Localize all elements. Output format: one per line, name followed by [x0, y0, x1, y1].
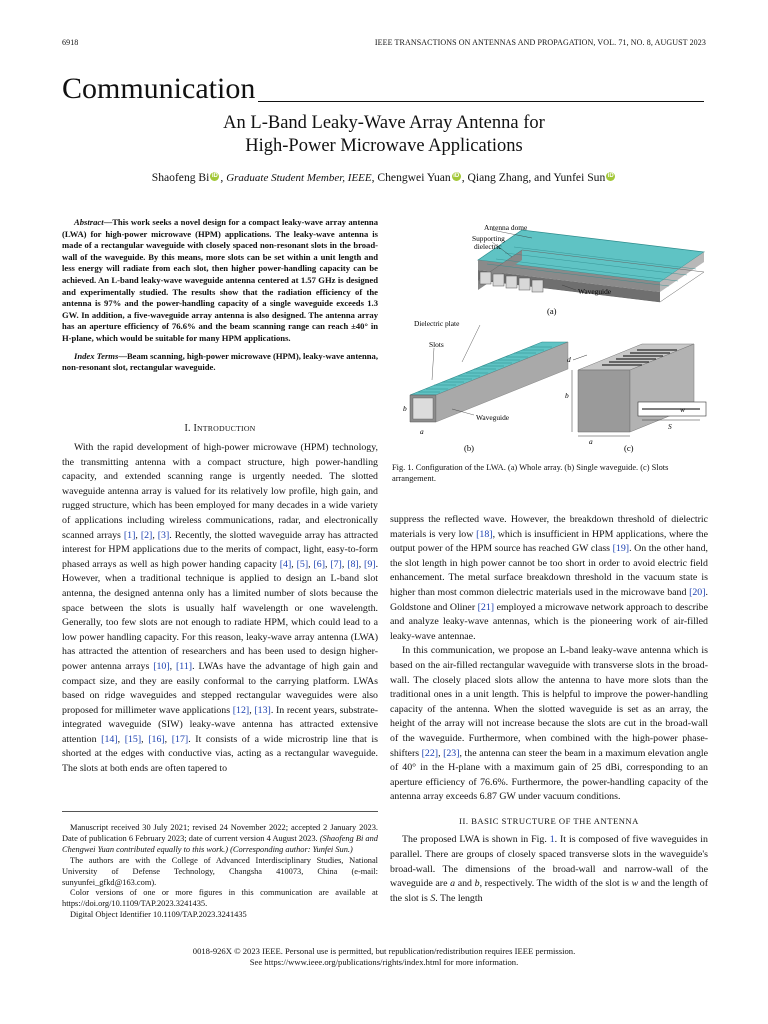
citation-link[interactable]: [21]	[477, 601, 495, 613]
footnote-affiliation: The authors are with the College of Advanced Interdisciplinary Studies, National University of Defense Technology, Changsha 410073, China (e-mail: sunyunfei_gfkd@163.com).	[62, 855, 378, 887]
right-column-body	[390, 513, 708, 906]
label-a-dim-c: a	[589, 437, 593, 446]
label-b-dim-c: b	[565, 391, 569, 400]
label-a-dim-b: a	[420, 427, 424, 436]
label-dielectric: dielectric	[474, 242, 502, 251]
citation-link[interactable]: [23]	[443, 747, 460, 759]
figure-1c-slots-arrangement	[565, 344, 706, 453]
section-title-cap: I	[193, 423, 197, 434]
subfigure-label-c: (c)	[624, 443, 634, 453]
figure-caption: Fig. 1. Configuration of the LWA. (a) Whole array. (b) Single waveguide. (c) Slots arrangement.	[392, 463, 669, 483]
citation-link[interactable]: [9]	[364, 558, 376, 570]
footnote-rule	[62, 811, 378, 812]
label-supporting: Supporting	[472, 234, 505, 243]
label-b-dim-b: b	[403, 404, 407, 413]
citation-link[interactable]: [5]	[296, 558, 309, 570]
citation-link[interactable]: [10]	[153, 660, 170, 672]
running-header: IEEE TRANSACTIONS ON ANTENNAS AND PROPAGATION, VOL. 71, NO. 8, AUGUST 2023	[374, 38, 706, 47]
label-d: d	[567, 355, 571, 364]
author-name: Shaofeng Bi	[151, 171, 210, 184]
author-name: Chengwei Yuan	[377, 171, 451, 184]
author-role: Graduate Student Member, IEEE	[226, 172, 372, 184]
citation-link[interactable]: [20]	[689, 586, 706, 598]
author-name: Qiang Zhang	[467, 171, 529, 184]
citation-link[interactable]: [3]	[157, 529, 170, 541]
citation-link[interactable]: [4]	[279, 558, 292, 570]
label-slots: Slots	[429, 340, 444, 349]
section-heading-basic-structure: II. BASIC STRUCTURE OF THE ANTENNA	[459, 815, 639, 826]
footnote-color: Color versions of one or more figures in this communication are available at https://doi.org/10.1109/TAP.2023.3241435.	[62, 888, 378, 909]
section-type-heading: Communication	[62, 72, 256, 105]
citation-link[interactable]: [14]	[101, 733, 118, 745]
abstract: Abstract—This work seeks a novel design for a compact leaky-wave array antenna (LWA) for high-power microwave (HPM) applications. The leaky-wave antenna is made of a rectangular waveguide with closely spaced non-resonant slots in the broad-wall of the waveguide. By this means, more slots can be set within a unit length and less energy will radiate from each slot, then higher power-handling capacity can be achieved. An L-band leaky-wave waveguide antenna centered at 1.57 GHz is designed and experimentally studied. The results show that the radiation efficiency of the antenna is 97% and the power-handling capacity of a single waveguide exceeds 1.3 GW. In addition, a five-waveguide array antenna is also designed. The antenna array has an aperture efficiency of 76.6% and the beam scanning range can reach ±40° in H-plane, which would be suitable for many HPM applications.	[62, 217, 378, 343]
index-terms: Index Terms—Beam scanning, high-power microwave (HPM), leaky-wave antenna, non-resonant slot, rectangular waveguide.	[62, 350, 378, 373]
citation-link[interactable]: [11]	[176, 660, 193, 672]
label-waveguide-a: Waveguide	[578, 287, 612, 296]
title-line-2: High-Power Microwave Applications	[245, 136, 523, 156]
figure-1	[392, 212, 708, 460]
subfigure-label-b: (b)	[464, 443, 475, 453]
author-list: Shaofeng Bi iD , Graduate Student Member, IEEE, Chengwei Yuan iD , Qiang Zhang, and Yunfei Sun iD	[151, 171, 614, 184]
footer-line-1: 0018-926X © 2023 IEEE. Personal use is permitted, but republication/redistribution requires IEEE permission.	[192, 946, 576, 956]
citation-link[interactable]: [2]	[140, 529, 153, 541]
figure-1a-whole-array	[472, 223, 704, 316]
abstract-block	[62, 217, 378, 380]
paragraph: suppress the reflected wave. However, the breakdown threshold of dielectric materials is very low [18], which is insufficient in HPM applications, where the output power of the HPM source has reached GW class [19]. On the other hand, the slot length in high power cannot be too short in order to avoid electric field enhancement. The metal surface breakdown threshold in the vacuum state is higher than most common dielectric materials used in the microwave band [20]. Goldstone and Oliner [21] employed a microwave network approach to describe and analyze leaky-wave antennas, which is the pioneering work of air-filled leaky-wave antennae.	[390, 514, 708, 642]
title-line-1: An L-Band Leaky-Wave Array Antenna for	[223, 113, 545, 133]
copyright-footer	[0, 946, 768, 968]
heading-rule	[258, 101, 704, 102]
subfigure-label-a: (a)	[547, 306, 557, 316]
index-terms-label: Index Terms	[74, 350, 119, 361]
page-number: 6918	[62, 38, 79, 47]
section-title-rest: NTRODUCTION	[196, 424, 256, 433]
citation-link[interactable]: [18]	[476, 528, 493, 540]
introduction-body	[62, 441, 378, 777]
orcid-icon[interactable]: iD	[607, 173, 614, 179]
section-number: I.	[184, 423, 191, 434]
footnote-manuscript: Manuscript received 30 July 2021; revised 24 November 2022; accepted 2 January 2023. Date of publication 6 February 2023; date of current version 4 August 2023. (Shaofeng Bi and Chengwei Yuan contributed equally to this work.) (Corresponding author: Yunfei Sun.)	[62, 823, 378, 854]
citation-link[interactable]: [6]	[313, 558, 325, 570]
citation-link[interactable]: [8]	[347, 558, 359, 570]
abstract-label: Abstract	[74, 217, 104, 227]
label-waveguide-b: Waveguide	[476, 413, 510, 422]
section-heading-introduction	[62, 423, 378, 434]
citation-link[interactable]: [13]	[254, 704, 271, 716]
citation-link[interactable]: [12]	[232, 704, 250, 716]
citation-link[interactable]: [1]	[123, 529, 136, 541]
citation-link[interactable]: [19]	[612, 543, 630, 555]
figure-link[interactable]: 1	[549, 834, 555, 846]
paragraph: The proposed LWA is shown in Fig. 1. It is composed of five waveguides in parallel. There are groups of closely spaced transverse slots in the waveguide's broad-wall. The dimensions of the broad-wall and narrow-wall of the waveguide are a and b, respectively. The width of the slot is w and the length of the slot is S. The length	[390, 834, 708, 904]
index-terms-text: Beam scanning, high-power microwave (HPM), leaky-wave antenna, non-resonant slot, rectangular waveguide.	[62, 350, 378, 373]
figure-1b-single-waveguide	[403, 319, 568, 453]
citation-link[interactable]: [15]	[124, 733, 142, 745]
citation-link[interactable]: [22]	[421, 747, 439, 759]
orcid-icon[interactable]: iD	[211, 173, 218, 179]
orcid-icon[interactable]: iD	[453, 173, 460, 179]
label-dielectric-plate: Dielectric plate	[414, 319, 460, 328]
footnote-doi: Digital Object Identifier 10.1109/TAP.2023.3241435	[70, 910, 247, 920]
paragraph: In this communication, we propose an L-band leaky-wave antenna which is based on the air-filled rectangular waveguide with transverse slots in the broad-wall. The closely placed slots allow the antenna to have more slots than the traditional ones in a unit length. This is helpful to improve the power-handling capacity of the antenna. When the slotted waveguide is set as an array, the height of the array will not increase because the slots are cut in the broad-wall of the waveguide. Furthermore, when combined with the high-power phase-shifters [22], [23], the antenna can steer the beam in a maximum elevation angle of 40° in the H-plane with a maximum gain of 25 dBi, corresponding to an aperture efficiency of 76.6%. Furthermore, the power-handling capacity of the antenna array exceeds 6.87 GW under vacuum conditions.	[390, 645, 709, 803]
label-w: w	[680, 405, 685, 414]
paper-title	[0, 112, 768, 158]
citation-link[interactable]: [16]	[148, 733, 165, 745]
paragraph: With the rapid development of high-power microwave (HPM) technology, the transmitting antenna with a compact structure, high power-handling capacity, and extended scanning range is urgently needed. The slotted waveguide antenna array is valued for its relatively low profile, high gain, and rugged structure, which has been employed for many decades in a wide variety of applications including wireless communications, radar, and electronically scanned arrays [1], [2], [3]. Recently, the slotted waveguide array has attracted interest for HPM applications due to the merits of compact, light, easy-to-form phased arrays as well as high power handing capacity [4], [5], [6], [7], [8], [9]. However, when a traditional technique is applied to design an L-band slot antenna, the designed antenna only has a limited number of slots because the space between the slots is usually half wavelength or one wavelength. Generally, too few slots are not enough to radiate HPM, which could lead to a low power handling capacity. For this reason, leaky-wave array antenna (LWA) has attracted the attention of researchers and has been used to design higher-power antenna arrays [10], [11]. LWAs have the advantage of high gain and compact size, and they are easily conformal to the carrying platform. LWAs based on ridge waveguides and stepped rectangular waveguides were also proposed for millimeter wave applications [12], [13]. In recent years, substrate-integrated waveguide (SIW) leaky-wave antenna has attracted extensive attention [14], [15], [16], [17]. It consists of a wide microstrip line that is shorted at the edges with conductive vias, acting as a rectangular waveguide. The slots at both ends are often tapered to	[62, 442, 379, 775]
footnotes	[62, 823, 378, 921]
author-name: Yunfei Sun	[553, 171, 606, 184]
label-S: S	[668, 422, 672, 431]
label-antenna-dome: Antenna dome	[484, 223, 528, 232]
footer-line-2: See https://www.ieee.org/publications/rights/index.html for more information.	[249, 957, 519, 967]
citation-link[interactable]: [17]	[171, 733, 189, 745]
abstract-text: This work seeks a novel design for a compact leaky-wave array antenna (LWA) for high-power microwave (HPM) applications. The leaky-wave antenna is made of a rectangular waveguide with closely spaced non-resonant slots in the broad-wall of the waveguide. By this means, more slots can be set within a unit length and less energy will radiate from each slot, then higher power-handling capacity can be achieved. An L-band leaky-wave waveguide antenna centered at 1.57 GHz is designed and experimentally studied. The results show that the radiation efficiency of the antenna is 97% and the power-handling capacity of a single waveguide exceeds 1.3 GW. In addition, a five-waveguide array antenna is also designed. The antenna array has an aperture efficiency of 76.6% and the beam scanning range can reach ±40° in H-plane, which would be suitable for many HPM applications.	[62, 217, 378, 343]
citation-link[interactable]: [7]	[330, 558, 342, 570]
